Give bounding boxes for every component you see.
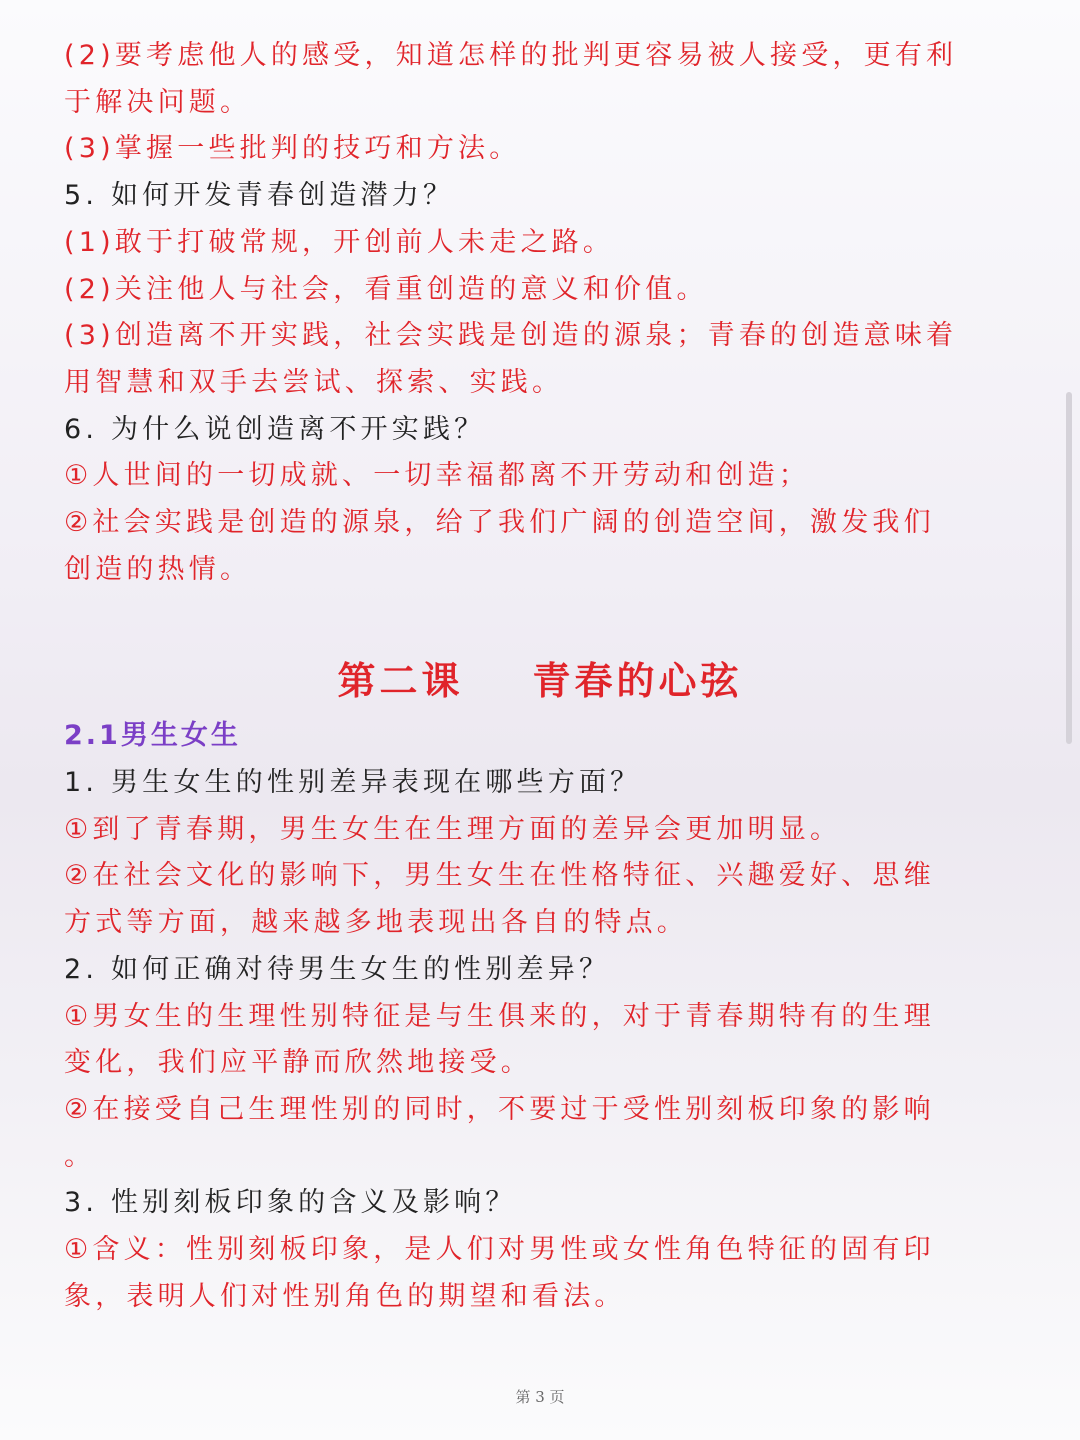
answer-line: ①含义：性别刻板印象，是人们对男性或女性角色特征的固有印 xyxy=(64,1234,935,1265)
question-line: 6. 为什么说创造离不开实践？ xyxy=(64,414,486,445)
answer-line: 用智慧和双手去尝试、探索、实践。 xyxy=(64,367,564,398)
lesson-title: 第二课 青春的心弦 xyxy=(337,659,743,703)
answer-line: (1)敢于打破常规，开创前人未走之路。 xyxy=(64,227,615,258)
question-line: 1. 男生女生的性别差异表现在哪些方面？ xyxy=(64,767,642,798)
answer-line: 于解决问题。 xyxy=(64,87,252,118)
answer-line: (2)关注他人与社会，看重创造的意义和价值。 xyxy=(64,274,708,305)
section-heading: 2.1男生女生 xyxy=(64,720,241,751)
answer-line: (2)要考虑他人的感受，知道怎样的批判更容易被人接受，更有利 xyxy=(64,40,958,71)
answer-line: 象，表明人们对性别角色的期望和看法。 xyxy=(64,1281,626,1312)
answer-line: ①男女生的生理性别特征是与生俱来的，对于青春期特有的生理 xyxy=(64,1001,935,1032)
answer-line: ②在接受自己生理性别的同时，不要过于受性别刻板印象的影响 xyxy=(64,1094,935,1125)
answer-line: ②社会实践是创造的源泉，给了我们广阔的创造空间，激发我们 xyxy=(64,507,935,538)
answer-line: ②在社会文化的影响下，男生女生在性格特征、兴趣爱好、思维 xyxy=(64,860,935,891)
answer-line: 。 xyxy=(64,1141,96,1172)
page-number: 第 3 页 xyxy=(515,1388,565,1406)
scrollbar-thumb[interactable] xyxy=(1066,392,1072,744)
question-line: 2. 如何正确对待男生女生的性别差异？ xyxy=(64,954,611,985)
answer-line: 创造的热情。 xyxy=(64,554,252,585)
question-line: 3. 性别刻板印象的含义及影响？ xyxy=(64,1187,517,1218)
answer-line: ①到了青春期，男生女生在生理方面的差异会更加明显。 xyxy=(64,814,842,845)
answer-line: 变化，我们应平静而欣然地接受。 xyxy=(64,1047,532,1078)
answer-line: ①人世间的一切成就、一切幸福都离不开劳动和创造； xyxy=(64,460,811,491)
answer-line: (3)创造离不开实践，社会实践是创造的源泉；青春的创造意味着 xyxy=(64,320,958,351)
question-line: 5. 如何开发青春创造潜力？ xyxy=(64,180,455,211)
answer-line: 方式等方面，越来越多地表现出各自的特点。 xyxy=(64,907,688,938)
answer-line: (3)掌握一些批判的技巧和方法。 xyxy=(64,133,521,164)
